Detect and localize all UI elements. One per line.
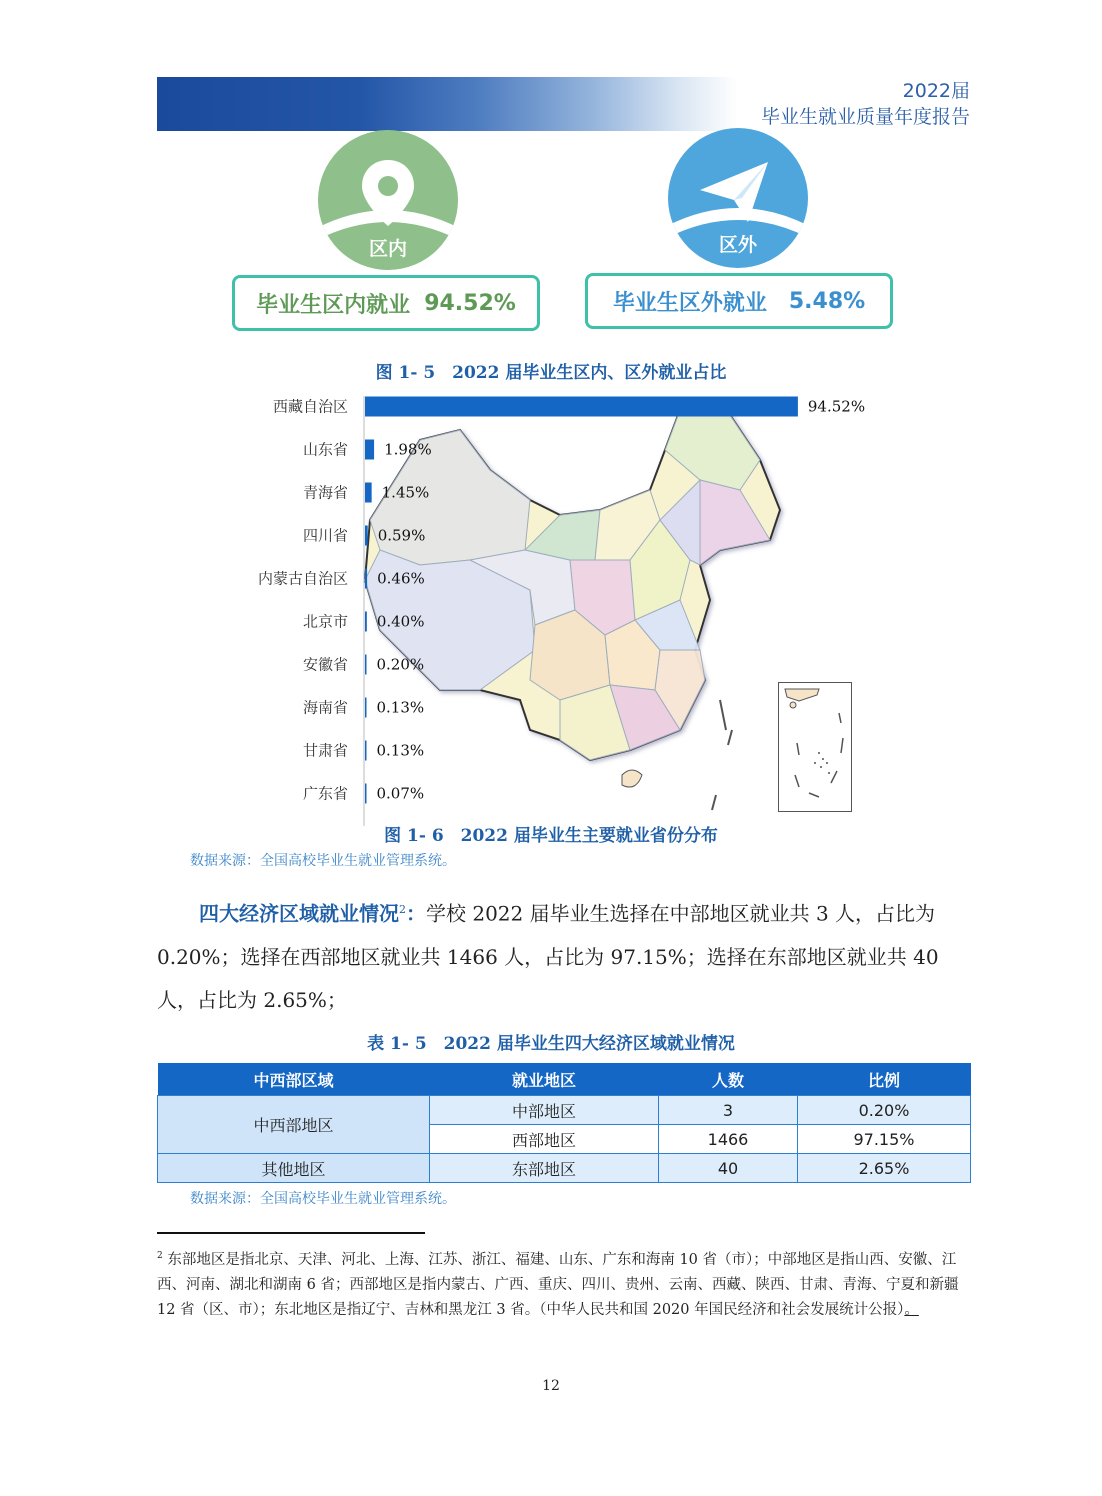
value-label: 0.20% xyxy=(376,655,425,674)
report-year: 2022届 xyxy=(902,80,970,102)
outside-percentage-label: 毕业生区外就业 xyxy=(612,290,767,316)
economic-region-table xyxy=(157,1063,971,1183)
count-cell: 3 xyxy=(659,1096,798,1125)
value-label: 0.13% xyxy=(376,698,425,717)
figure-1-6-caption: 图 1- 6 2022 届毕业生主要就业省份分布 xyxy=(384,826,718,846)
paragraph-colon: ： xyxy=(406,901,426,926)
ratio-cell: 2.65% xyxy=(798,1154,971,1183)
outside-region-badge xyxy=(668,128,808,268)
footnote xyxy=(157,1244,972,1323)
value-label: 1.45% xyxy=(381,483,430,502)
area-cell: 东部地区 xyxy=(430,1154,659,1183)
page-number: 12 xyxy=(542,1378,560,1394)
table-1-5-caption: 表 1- 5 2022 届毕业生四大经济区域就业情况 xyxy=(367,1034,735,1054)
col-header: 就业地区 xyxy=(430,1063,659,1096)
category-label: 广东省 xyxy=(302,784,348,803)
category-label: 四川省 xyxy=(302,526,348,545)
value-label: 0.13% xyxy=(376,741,425,760)
col-header: 人数 xyxy=(659,1063,798,1096)
category-label: 海南省 xyxy=(302,698,348,717)
category-label: 内蒙古自治区 xyxy=(257,569,348,588)
value-label: 0.40% xyxy=(376,612,425,631)
footnote-text: 东部地区是指北京、天津、河北、上海、江苏、浙江、福建、山东、广东和海南 10 省（市）；中部地区是指山西、安徽、江西、河南、湖北和湖南 6 省；西部地区是指内蒙古、广西、重庆、四川、贵州、云南、西藏、陕西、甘肃、青海、宁夏和新疆 12 省（区、市）；东北地区是指辽宁、吉林和黑龙江 3 省。（中华人民共和国 2020 年国民经济和社会发展统计公报） xyxy=(157,1251,959,1318)
category-label: 青海省 xyxy=(302,483,348,502)
count-cell: 40 xyxy=(659,1154,798,1183)
outside-percentage-box xyxy=(585,273,893,329)
ratio-cell: 97.15% xyxy=(798,1125,971,1154)
inside-percentage-box xyxy=(232,275,540,331)
count-cell: 1466 xyxy=(659,1125,798,1154)
south-china-sea-inset xyxy=(778,682,852,812)
area-cell: 西部地区 xyxy=(430,1125,659,1154)
paragraph-lead: 四大经济区域就业情况 xyxy=(199,901,399,926)
report-name: 毕业生就业质量年度报告 xyxy=(760,106,970,128)
table-header-row xyxy=(158,1063,971,1096)
category-label: 安徽省 xyxy=(302,655,348,674)
paragraph-text: 学校 2022 届毕业生选择在中部地区就业共 3 人，占比为 0.20%；选择在西部地区就业共 1466 人，占比为 97.15%；选择在东部地区就业共 40 人，占比为 2.65%； xyxy=(157,901,939,1012)
category-label: 北京市 xyxy=(302,612,348,631)
footnote-mark: 2 xyxy=(157,1251,163,1261)
col-header: 中西部区域 xyxy=(158,1063,430,1096)
table-1-5-source: 数据来源：全国高校毕业生就业管理系统。 xyxy=(190,1191,456,1207)
inside-percentage-label: 毕业生区内就业 xyxy=(256,292,411,318)
inside-label: 区内 xyxy=(368,238,407,260)
area-cell: 中部地区 xyxy=(430,1096,659,1125)
inside-region-badge xyxy=(318,130,458,270)
outside-label: 区外 xyxy=(718,234,757,256)
category-label: 甘肃省 xyxy=(302,741,348,760)
footnote-end-link[interactable]: 。 xyxy=(904,1301,919,1318)
figure-1-6-source: 数据来源：全国高校毕业生就业管理系统。 xyxy=(190,853,456,869)
group-cell: 其他地区 xyxy=(158,1154,430,1183)
value-label: 0.07% xyxy=(376,784,425,803)
category-label: 西藏自治区 xyxy=(272,397,348,416)
value-label: 94.52% xyxy=(807,397,866,416)
footnote-divider xyxy=(157,1232,425,1234)
value-label: 0.46% xyxy=(377,569,425,588)
table-row xyxy=(158,1096,971,1125)
value-label: 0.59% xyxy=(377,526,426,545)
ratio-cell: 0.20% xyxy=(798,1096,971,1125)
col-header: 比例 xyxy=(798,1063,971,1096)
economic-region-paragraph xyxy=(157,888,972,1022)
value-label: 1.98% xyxy=(384,440,432,459)
group-cell: 中西部地区 xyxy=(158,1096,430,1154)
inside-percentage-value: 94.52% xyxy=(424,290,516,316)
figure-1-5-caption: 图 1- 5 2022 届毕业生区内、区外就业占比 xyxy=(375,363,727,383)
report-title xyxy=(761,78,970,130)
footnote-ref[interactable]: 2 xyxy=(399,903,406,916)
header-band xyxy=(157,77,737,131)
table-row xyxy=(158,1154,971,1183)
outside-percentage-value: 5.48% xyxy=(788,288,866,314)
category-label: 山东省 xyxy=(302,440,348,459)
